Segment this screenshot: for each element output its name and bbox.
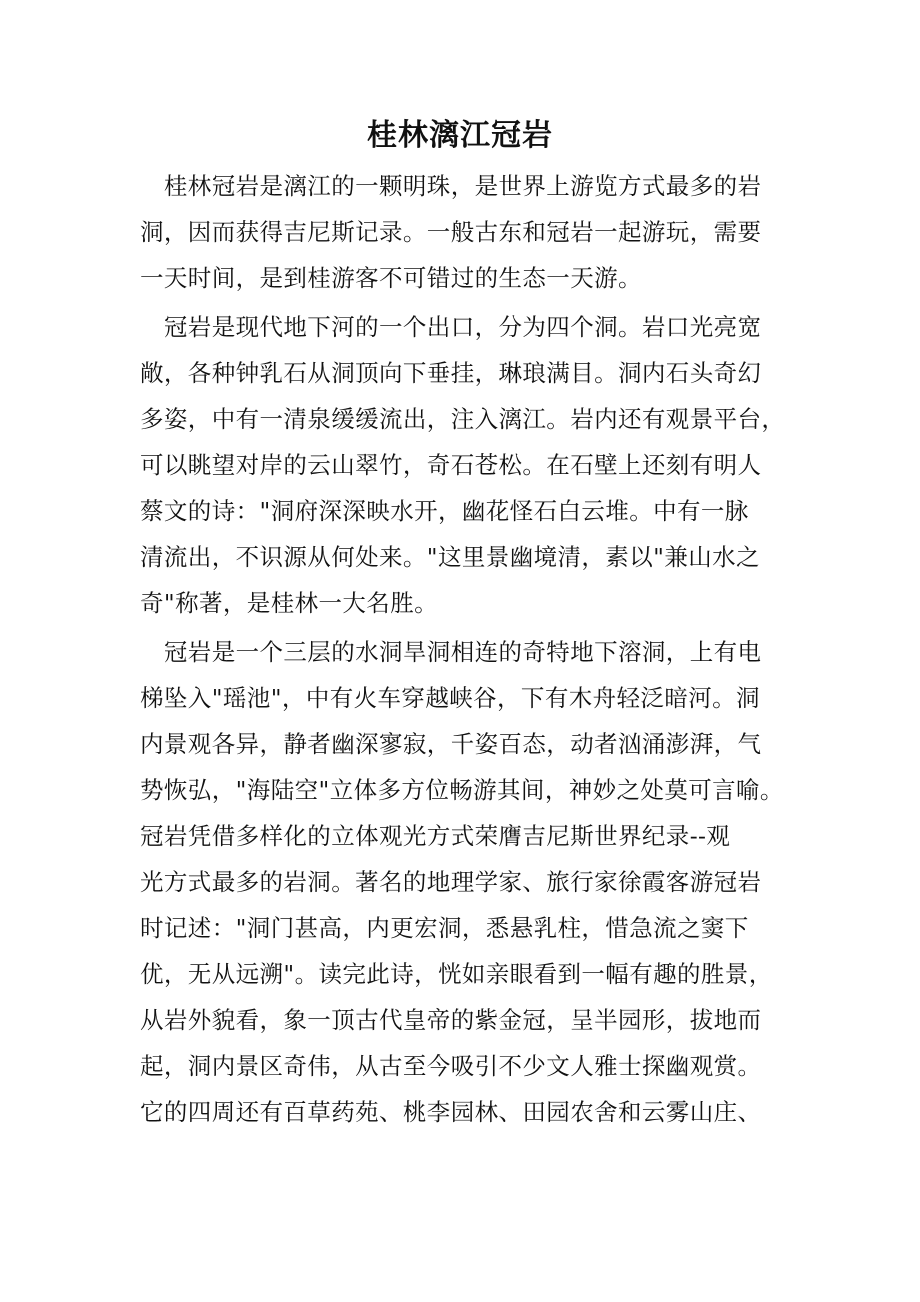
text-line: 势恢弘，"海陆空"立体多方位畅游其间，神妙之处莫可言喻。 — [140, 776, 784, 804]
text-line: 洞，因而获得吉尼斯记录。一般古东和冠岩一起游玩，需要 — [140, 218, 762, 246]
text-line: 清流出，不识源从何处来。"这里景幽境清，素以"兼山水之 — [140, 543, 760, 571]
document-title: 桂林漓江冠岩 — [367, 118, 553, 153]
text-line: 一天时间，是到桂游客不可错过的生态一天游。 — [140, 264, 642, 292]
text-line: 梯坠入"瑶池"，中有火车穿越峡谷，下有木舟轻泛暗河。洞 — [140, 684, 760, 712]
text-line: 冠岩凭借多样化的立体观光方式荣膺吉尼斯世界纪录--观 — [140, 822, 731, 850]
text-line: 奇"称著，是桂林一大名胜。 — [140, 589, 439, 617]
text-line: 起，洞内景区奇伟，从古至今吸引不少文人雅士探幽观赏。 — [140, 1052, 762, 1080]
text-line: 多姿，中有一清泉缓缓流出，注入漓江。岩内还有观景平台， — [140, 405, 786, 433]
text-line: 光方式最多的岩洞。著名的地理学家、旅行家徐霞客游冠岩 — [140, 868, 762, 896]
text-line: 冠岩是一个三层的水洞旱洞相连的奇特地下溶洞，上有电 — [140, 638, 762, 666]
text-line: 优，无从远溯"。读完此诗，恍如亲眼看到一幅有趣的胜景， — [140, 960, 773, 988]
text-line: 从岩外貌看，象一顶古代皇帝的紫金冠，呈半园形，拔地而 — [140, 1006, 762, 1034]
text-line: 它的四周还有百草药苑、桃李园林、田园农舍和云雾山庄、 — [140, 1098, 762, 1126]
text-line: 时记述："洞门甚高，内更宏洞，悉悬乳柱，惜急流之窦下 — [140, 914, 749, 942]
text-line: 内景观各异，静者幽深寥寂，千姿百态，动者汹涌澎湃，气 — [140, 730, 762, 758]
text-line: 可以眺望对岸的云山翠竹，奇石苍松。在石壁上还刻有明人 — [140, 451, 762, 479]
text-line: 蔡文的诗："洞府深深映水开，幽花怪石白云堆。中有一脉 — [140, 497, 749, 525]
text-line: 冠岩是现代地下河的一个出口，分为四个洞。岩口光亮宽 — [140, 313, 762, 341]
text-line: 桂林冠岩是漓江的一颗明珠，是世界上游览方式最多的岩 — [140, 172, 762, 200]
text-line: 敞，各种钟乳石从洞顶向下垂挂，琳琅满目。洞内石头奇幻 — [140, 359, 762, 387]
